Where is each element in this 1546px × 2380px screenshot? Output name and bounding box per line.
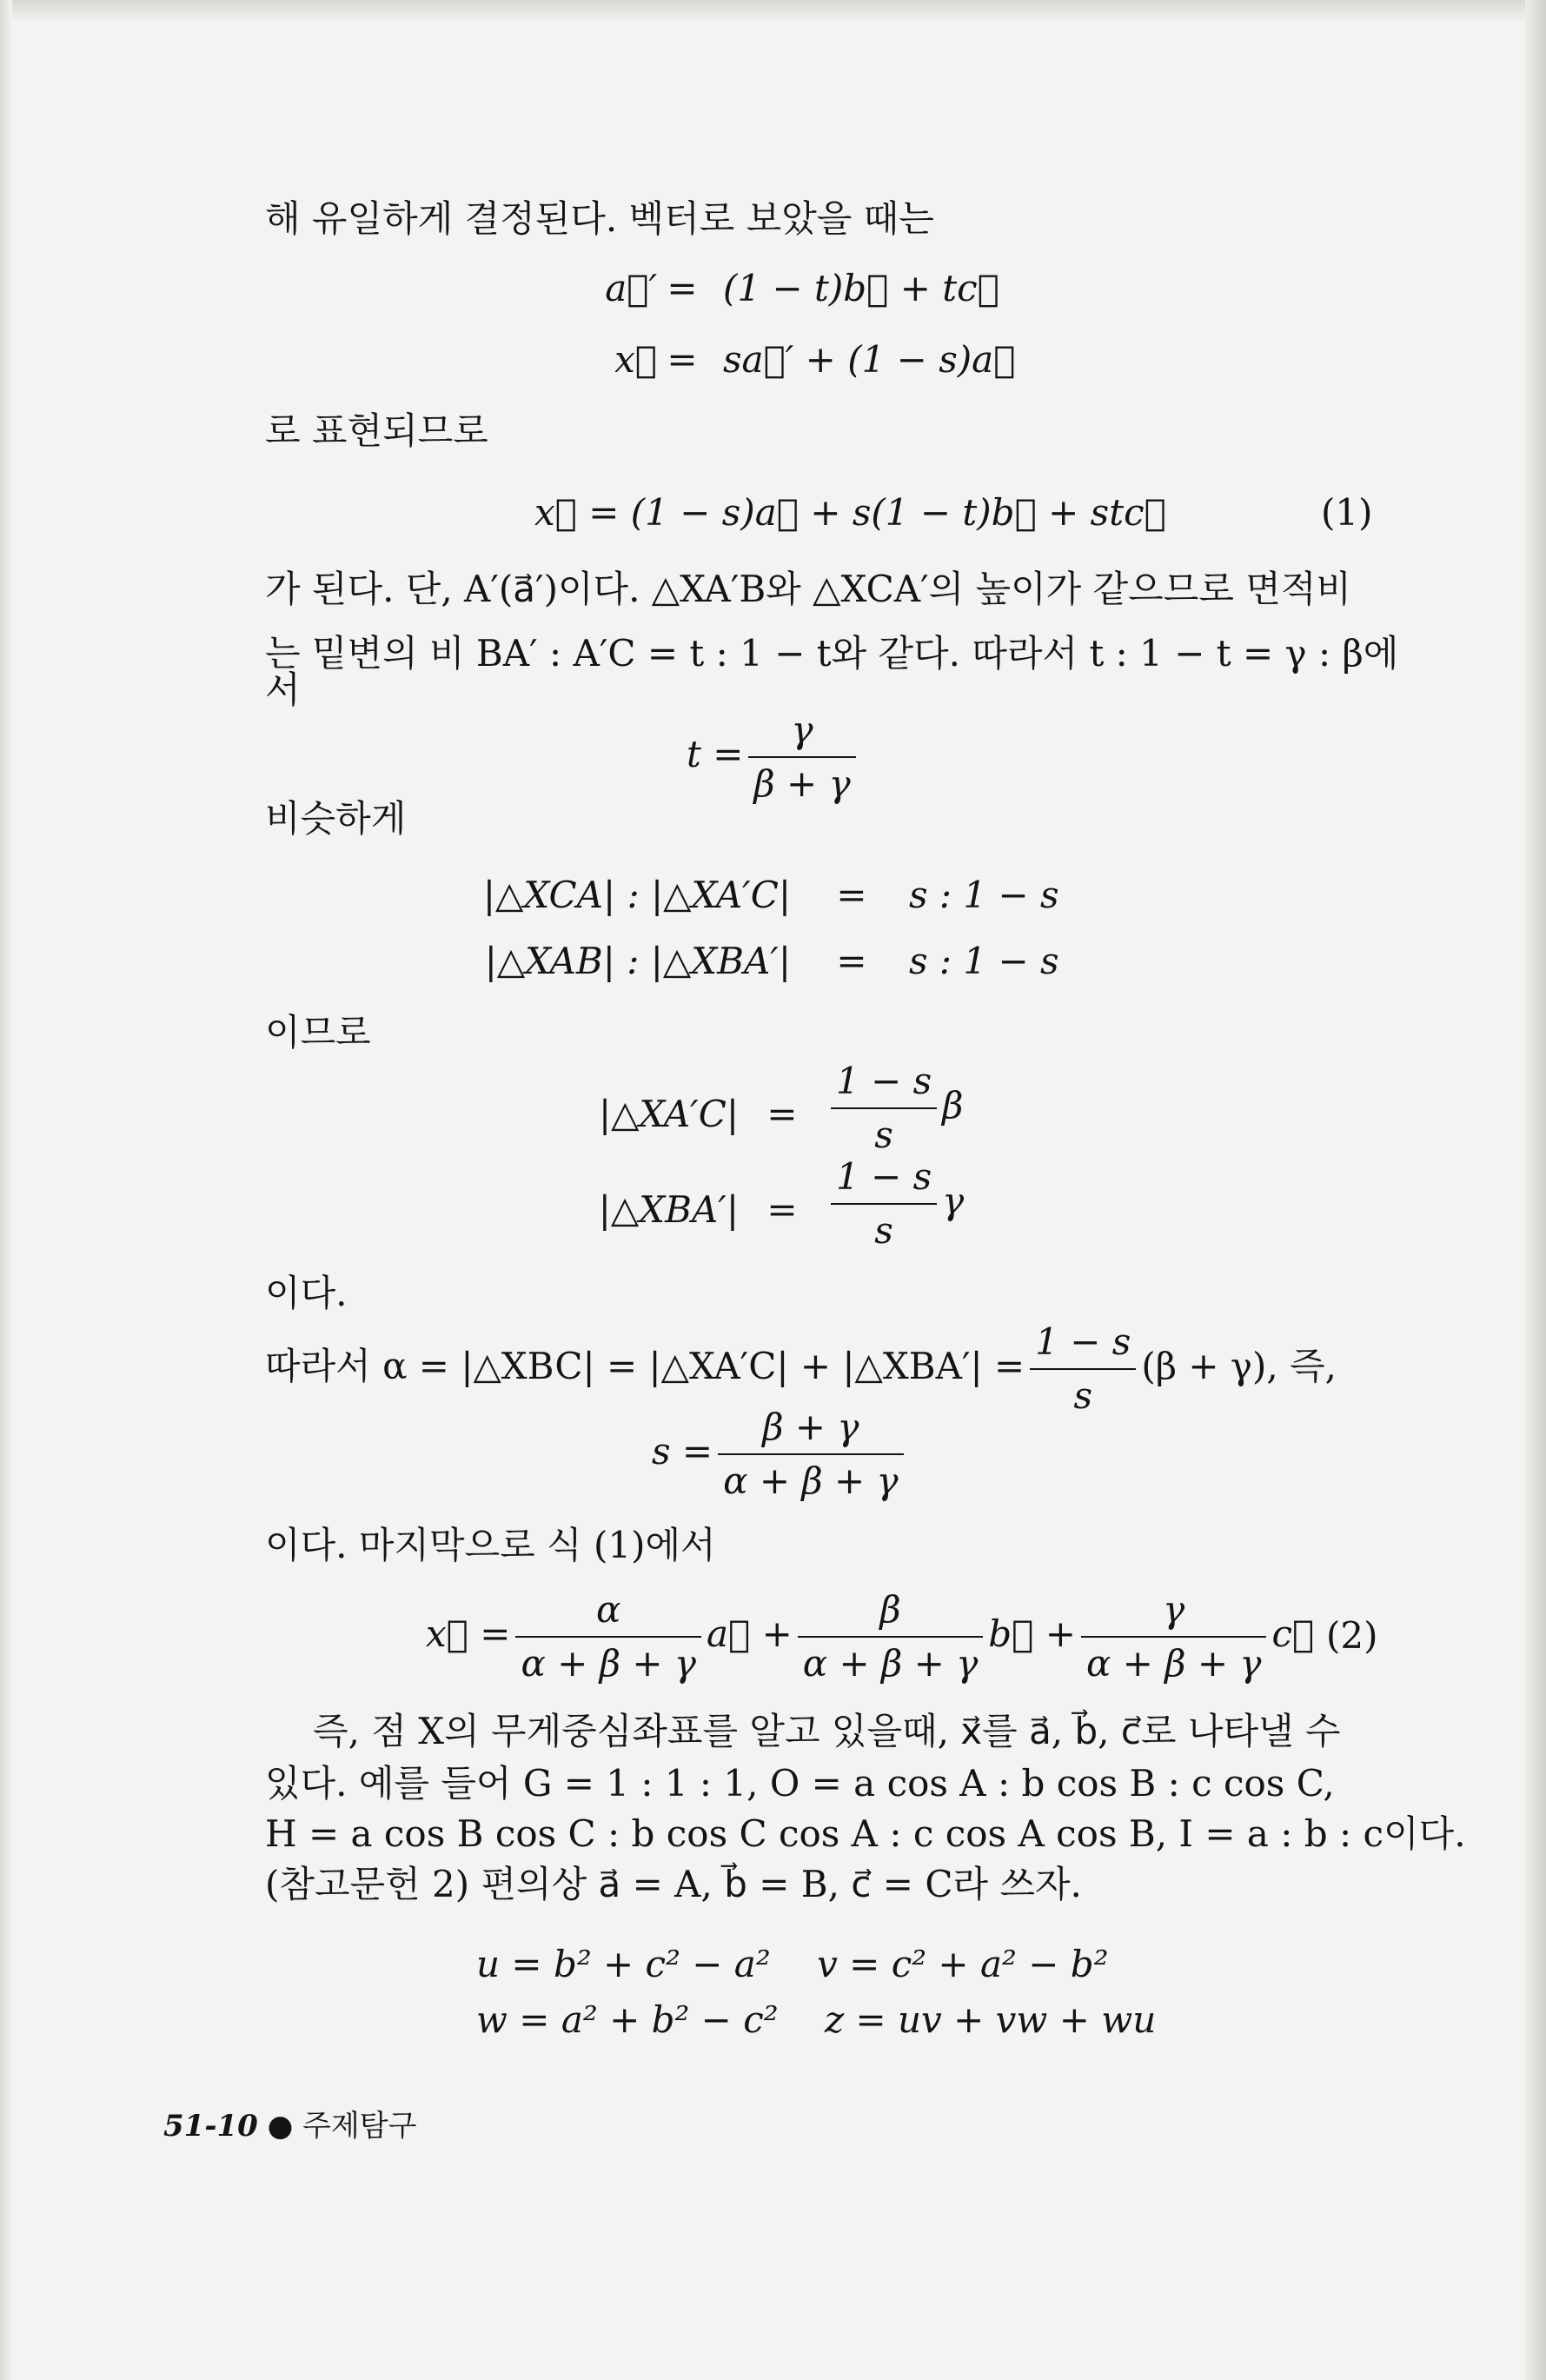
area-2-eq: =	[766, 1188, 798, 1231]
eq-x-eq: =	[667, 338, 698, 381]
alpha-tail-text: (β + γ), 즉,	[1141, 1345, 1337, 1387]
t-equation	[687, 708, 861, 807]
wz-definitions: w = a² + b² − c² z = uv + vw + wu	[476, 1998, 1157, 2041]
eq-a-prime-rhs: (1 − t)b⃗ + tc⃗	[723, 267, 999, 309]
s-equation	[652, 1405, 909, 1504]
s-denominator: α + β + γ	[723, 1459, 899, 1502]
text-line-1: 해 유일하게 결정된다. 벡터로 보았을 때는	[265, 197, 934, 240]
eq2-numerator-beta: β	[798, 1587, 984, 1638]
s-numerator: β + γ	[718, 1405, 904, 1455]
text-line-9	[265, 1320, 1337, 1419]
area-1-lhs: |△XA′C|	[598, 1093, 739, 1135]
ratio-1-rhs: s : 1 − s	[909, 874, 1059, 916]
text-line-3: 가 된다. 단, A′(a⃗′)이다. △XA′B와 △XCA′의 높이가 같으므로 면적비	[265, 568, 1351, 610]
eq2-fraction-gamma	[1081, 1587, 1267, 1686]
eq-x-lhs: x⃗	[614, 338, 657, 381]
para-line-2: 있다. 예를 들어 G = 1 : 1 : 1, O = a cos A : b cos B : c cos C,	[265, 1762, 1335, 1805]
area-2-rhs	[826, 1154, 964, 1253]
equation-2	[426, 1587, 1314, 1686]
text-line-2: 로 표현되므로	[265, 409, 488, 452]
area-1-rhs	[826, 1059, 963, 1158]
ratio-2-rhs: s : 1 − s	[909, 940, 1059, 982]
area-2-tail: γ	[942, 1180, 965, 1222]
scan-edge-right	[1525, 0, 1546, 2380]
para-line-4: (참고문헌 2) 편의상 a⃗ = A, b⃗ = B, c⃗ = C라 쓰자.	[265, 1863, 1082, 1905]
area-1-eq: =	[766, 1093, 798, 1135]
text-line-7: 이므로	[265, 1011, 371, 1054]
footer-bullet: ●	[267, 2109, 294, 2144]
section-label: 주제탐구	[302, 2109, 417, 2144]
eq2-fraction-alpha	[515, 1587, 701, 1686]
ratio-1-eq: =	[836, 874, 867, 916]
area-2-denominator: s	[874, 1209, 893, 1252]
eq2-lhs: x⃗ =	[426, 1612, 511, 1655]
area-2-lhs: |△XBA′|	[598, 1188, 739, 1231]
text-line-4: 는 밑변의 비 BA′ : A′C = t : 1 − t와 같다. 따라서 t : 1 − t = γ : β에	[265, 632, 1399, 675]
eq2-denominator-beta: α + β + γ	[802, 1642, 979, 1685]
scan-edge-top	[0, 0, 1546, 23]
eq2-term-b: b⃗ +	[988, 1612, 1076, 1655]
eq-a-prime-eq: =	[667, 267, 698, 309]
eq2-denominator-gamma: α + β + γ	[1085, 1642, 1262, 1685]
text-line-10: 이다. 마지막으로 식 (1)에서	[265, 1524, 716, 1566]
area-2-fraction	[831, 1154, 937, 1253]
scan-edge-left	[0, 0, 12, 2380]
area-2-numerator: 1 − s	[831, 1154, 937, 1205]
ratio-1-lhs: |△XCA| : |△XA′C|	[482, 874, 791, 916]
page-number: 51-10	[163, 2109, 258, 2144]
eq-a-prime-lhs: a⃗′	[605, 267, 657, 309]
alpha-fraction	[1030, 1320, 1136, 1419]
para-line-3: H = a cos B cos C : b cos C cos A : c cos A cos B, I = a : b : c이다.	[265, 1812, 1466, 1855]
eq-x-rhs: sa⃗′ + (1 − s)a⃗	[723, 338, 1016, 381]
page-footer	[163, 2102, 416, 2144]
ratio-2-lhs: |△XAB| : |△XBA′|	[484, 940, 791, 982]
t-lhs: t =	[687, 733, 744, 775]
alpha-sum-text: 따라서 α = |△XBC| = |△XA′C| + |△XBA′| =	[265, 1345, 1025, 1387]
alpha-numerator: 1 − s	[1030, 1320, 1136, 1370]
text-line-5: 서	[265, 668, 301, 711]
eq2-denominator-alpha: α + β + γ	[521, 1642, 696, 1685]
equation-2-number: (2)	[1326, 1614, 1378, 1657]
area-1-denominator: s	[874, 1114, 893, 1156]
equation-1: x⃗ = (1 − s)a⃗ + s(1 − t)b⃗ + stc⃗	[534, 491, 1166, 534]
t-numerator: γ	[748, 708, 855, 758]
area-1-numerator: 1 − s	[831, 1059, 937, 1109]
text-line-6: 비슷하게	[265, 797, 407, 840]
t-fraction	[748, 708, 855, 807]
eq2-term-c: c⃗	[1271, 1612, 1315, 1655]
equation-1-number: (1)	[1321, 491, 1373, 534]
alpha-denominator: s	[1073, 1374, 1093, 1417]
eq2-numerator-gamma: γ	[1081, 1587, 1267, 1638]
area-1-tail: β	[942, 1084, 964, 1127]
ratio-2-eq: =	[836, 940, 867, 982]
s-fraction	[718, 1405, 904, 1504]
eq2-numerator-alpha: α	[515, 1587, 701, 1638]
text-line-8: 이다.	[265, 1272, 348, 1314]
eq2-fraction-beta	[798, 1587, 984, 1686]
uv-definitions: u = b² + c² − a² v = c² + a² − b²	[476, 1943, 1109, 1985]
t-denominator: β + γ	[753, 762, 851, 805]
para-line-1: 즉, 점 X의 무게중심좌표를 알고 있을때, x⃗를 a⃗, b⃗, c⃗로 나타낼 수	[313, 1710, 1341, 1752]
eq2-term-a: a⃗ +	[706, 1612, 793, 1655]
area-1-fraction	[831, 1059, 937, 1158]
s-lhs: s =	[652, 1430, 713, 1473]
